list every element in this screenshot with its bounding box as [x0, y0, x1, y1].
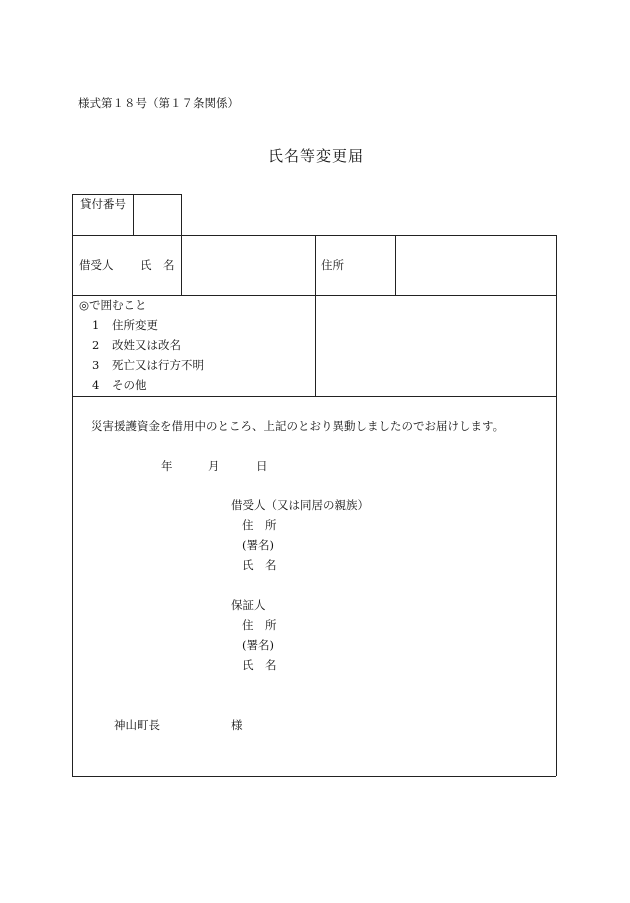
borrower-heading: 借受人（又は同居の親族） — [231, 498, 369, 512]
option-death-missing[interactable] — [92, 360, 292, 374]
guarantor-name-label: 氏 名 — [242, 658, 277, 672]
borrower-address-label: 住 所 — [242, 518, 277, 532]
borrower-name-label: 氏 名 — [242, 558, 277, 572]
option-other[interactable] — [92, 380, 292, 394]
option-name-change[interactable] — [92, 340, 292, 354]
loan-number-label: 貸付番号 — [80, 197, 126, 211]
option-label: 住所変更 — [112, 318, 158, 332]
date-month-label: 月 — [208, 459, 220, 473]
statement-text: 災害援護資金を借用中のところ、上記のとおり異動しましたのでお届けします。 — [91, 419, 505, 433]
option-label: 改姓又は改名 — [112, 338, 181, 352]
table-bottom-border — [72, 776, 556, 777]
table-left-border — [72, 194, 73, 776]
date-day-label: 日 — [256, 459, 268, 473]
name-input[interactable] — [182, 236, 314, 294]
option-number: 2 — [92, 338, 100, 352]
table-right-border — [556, 235, 557, 776]
row-divider-3 — [72, 396, 556, 397]
option-label: 死亡又は行方不明 — [112, 358, 204, 372]
addressee: 神山町長 — [114, 718, 160, 732]
option-label: その他 — [112, 378, 147, 392]
borrower-signature-label: (署名) — [242, 538, 274, 552]
address-label: 住所 — [321, 258, 344, 272]
date-year-label: 年 — [161, 459, 173, 473]
guarantor-signature-label: (署名) — [242, 638, 274, 652]
guarantor-address-label: 住 所 — [242, 618, 277, 632]
option-number: 1 — [92, 318, 100, 332]
option-number: 3 — [92, 358, 100, 372]
form-code: 様式第１８号（第１７条関係） — [78, 96, 239, 110]
option-address-change[interactable] — [92, 320, 292, 334]
change-details-input[interactable] — [316, 296, 555, 395]
address-input[interactable] — [396, 236, 555, 294]
honorific: 様 — [231, 718, 243, 732]
name-label: 氏 名 — [140, 258, 175, 272]
guarantor-heading: 保証人 — [231, 598, 266, 612]
options-instruction: ◎で囲むこと — [79, 298, 147, 312]
option-number: 4 — [92, 378, 100, 392]
page-title: 氏名等変更届 — [268, 147, 365, 165]
loan-number-box-right — [181, 194, 182, 235]
loan-number-input[interactable] — [134, 195, 180, 234]
borrower-label: 借受人 — [79, 258, 114, 272]
